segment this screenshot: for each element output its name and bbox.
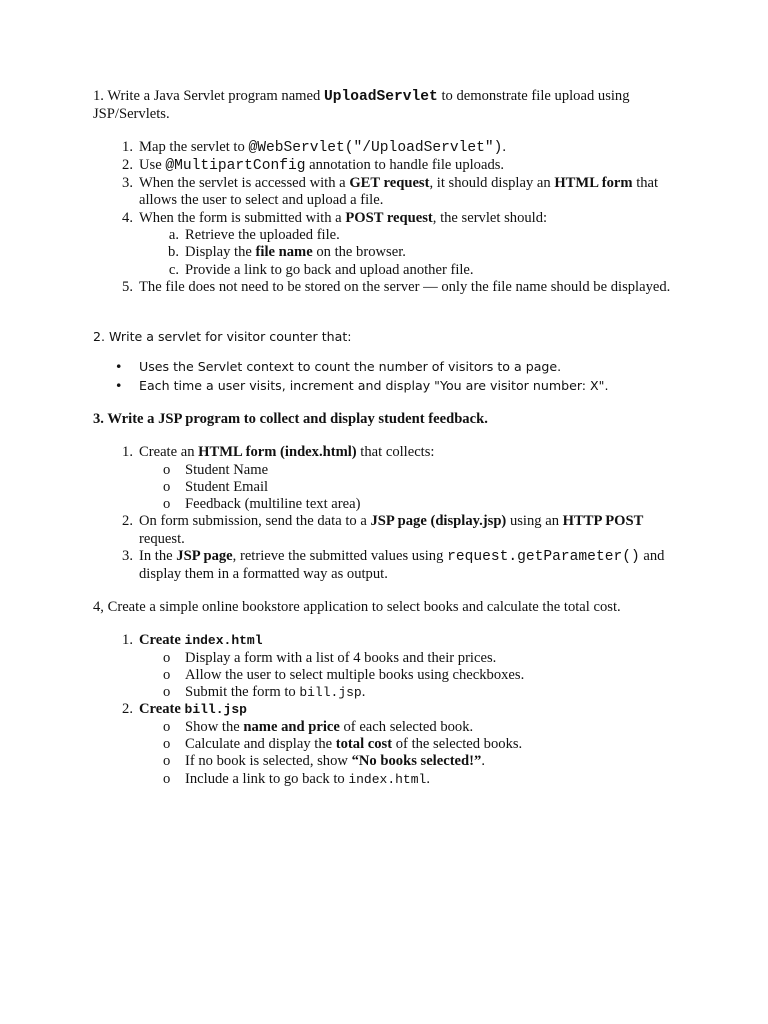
q2-intro: 2. Write a servlet for visitor counter that: <box>93 329 352 344</box>
question-1 <box>93 88 673 296</box>
q4-item-2-sub-3: o If no book is selected, show “No books selected!”. <box>163 753 485 770</box>
q3-field-3: o Feedback (multiline text area) <box>163 496 361 513</box>
q3-field-1: o Student Name <box>163 461 269 478</box>
question-4 <box>93 599 673 788</box>
question-3 <box>93 411 673 584</box>
q1-sub-b: b. Display the file name on the browser. <box>168 244 406 261</box>
q4-item-2-sub-4: o Include a link to go back to index.html. <box>163 770 430 787</box>
q4-item-2-sub-2: o Calculate and display the total cost of the selected books. <box>163 736 523 753</box>
q1-item-3: 3. When the servlet is accessed with a GET request, it should display an HTML form that allows the user to select and upload a file. <box>122 175 659 209</box>
q3-item-3: 3. In the JSP page, retrieve the submitted values using request.getParameter() and display them in a formatted way as output. <box>122 548 665 583</box>
q1-item-5: 5. The file does not need to be stored on the server — only the file name should be displayed. <box>122 278 671 295</box>
q4-item-2: 2. Create bill.jsp <box>122 701 247 718</box>
q3-item-1: 1. Create an HTML form (index.html) that collects: <box>122 444 435 461</box>
q4-item-1-sub-1: o Display a form with a list of 4 books and their prices. <box>163 649 497 666</box>
q4-item-1-sub-3: o Submit the form to bill.jsp. <box>163 684 366 701</box>
q4-item-1: 1. Create index.html <box>122 632 263 649</box>
q1-item-4: 4. When the form is submitted with a POST request, the servlet should: <box>122 209 548 226</box>
q4-intro: 4, Create a simple online bookstore application to select books and calculate the total cost. <box>93 599 621 615</box>
q2-bullet-1: • Uses the Servlet context to count the number of visitors to a page. <box>115 359 562 375</box>
q1-item-1: 1. Map the servlet to @WebServlet("/UploadServlet"). <box>122 138 507 156</box>
q1-sub-a: a. Retrieve the uploaded file. <box>168 227 340 244</box>
q1-sub-c: c. Provide a link to go back and upload another file. <box>168 261 474 278</box>
question-2 <box>93 328 673 395</box>
q1-intro: 1. Write a Java Servlet program named UploadServlet to demonstrate file upload using JSP/Servlets. <box>93 88 630 123</box>
q3-field-2: o Student Email <box>163 478 269 495</box>
q1-item-2: 2. Use @MultipartConfig annotation to handle file uploads. <box>122 156 505 174</box>
q4-item-1-sub-2: o Allow the user to select multiple books using checkboxes. <box>163 666 525 683</box>
q4-item-2-sub-1: o Show the name and price of each selected book. <box>163 718 474 735</box>
q3-intro: 3. Write a JSP program to collect and display student feedback. <box>93 411 488 427</box>
q3-item-2: 2. On form submission, send the data to a JSP page (display.jsp) using an HTTP POST request. <box>122 513 644 547</box>
q2-bullet-2: • Each time a user visits, increment and display "You are visitor number: X". <box>115 378 609 394</box>
